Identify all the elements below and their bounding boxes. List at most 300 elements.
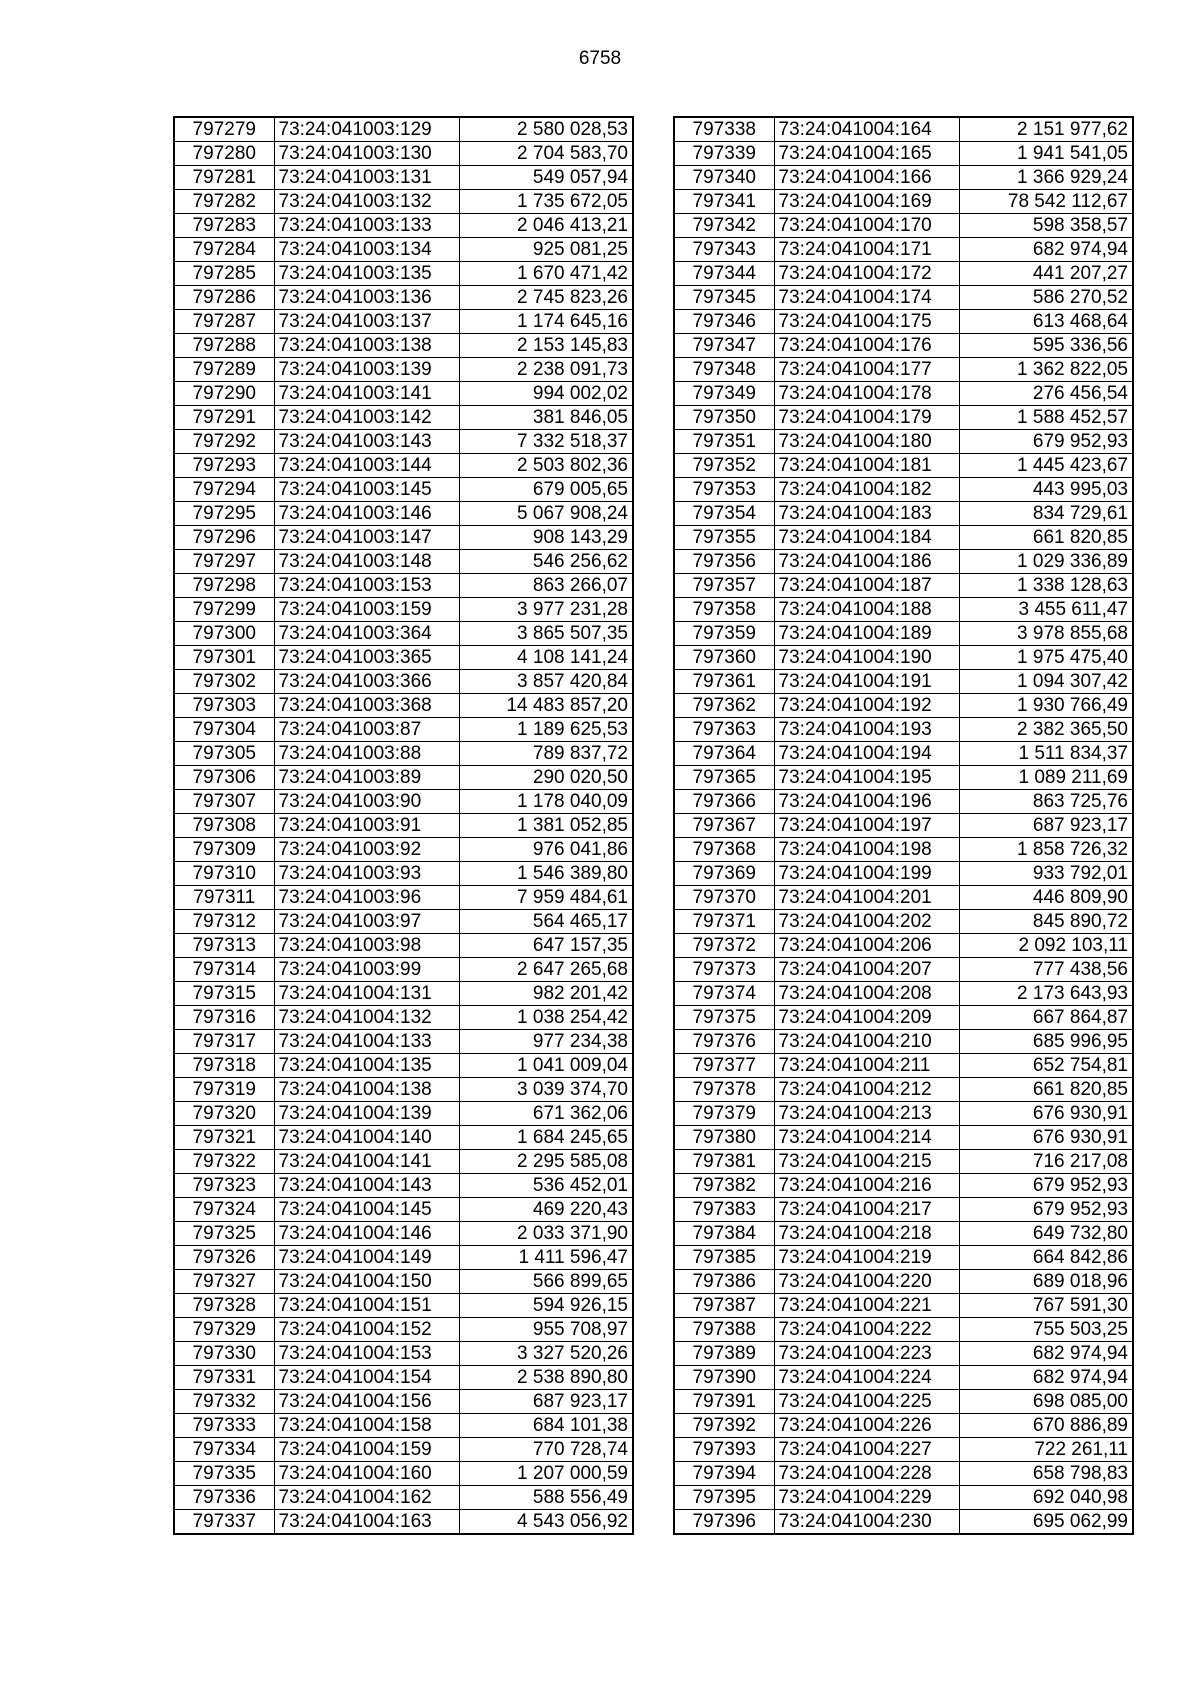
- cadastral-number-cell: 73:24:041003:92: [274, 838, 459, 862]
- cadastral-number-cell: 73:24:041003:89: [274, 766, 459, 790]
- cadastral-number-cell: 73:24:041004:184: [774, 526, 959, 550]
- table-row: [174, 958, 633, 982]
- cadastral-number-cell: 73:24:041004:133: [274, 1030, 459, 1054]
- table-row: [174, 670, 633, 694]
- cadastral-number-cell: 73:24:041004:213: [774, 1102, 959, 1126]
- row-number-cell: 797366: [674, 790, 774, 814]
- row-number-cell: 797293: [174, 454, 274, 478]
- row-number-cell: 797333: [174, 1414, 274, 1438]
- table-row: [174, 1486, 633, 1510]
- cadastral-number-cell: 73:24:041003:368: [274, 694, 459, 718]
- cadastral-number-cell: 73:24:041004:140: [274, 1126, 459, 1150]
- table-row: [674, 1486, 1133, 1510]
- cadastral-number-cell: 73:24:041003:138: [274, 334, 459, 358]
- row-number-cell: 797367: [674, 814, 774, 838]
- value-cell: 1 941 541,05: [959, 142, 1133, 166]
- row-number-cell: 797378: [674, 1078, 774, 1102]
- value-cell: 767 591,30: [959, 1294, 1133, 1318]
- cadastral-number-cell: 73:24:041004:226: [774, 1414, 959, 1438]
- table-row: [174, 718, 633, 742]
- cadastral-number-cell: 73:24:041003:88: [274, 742, 459, 766]
- row-number-cell: 797312: [174, 910, 274, 934]
- value-cell: 676 930,91: [959, 1126, 1133, 1150]
- cadastral-number-cell: 73:24:041004:139: [274, 1102, 459, 1126]
- value-cell: 595 336,56: [959, 334, 1133, 358]
- data-table-left: [173, 116, 634, 1535]
- cadastral-number-cell: 73:24:041003:97: [274, 910, 459, 934]
- row-number-cell: 797387: [674, 1294, 774, 1318]
- value-cell: 276 456,54: [959, 382, 1133, 406]
- row-number-cell: 797332: [174, 1390, 274, 1414]
- cadastral-number-cell: 73:24:041004:153: [274, 1342, 459, 1366]
- page-number: 6758: [578, 48, 622, 69]
- table-row: [674, 1150, 1133, 1174]
- table-row: [174, 1462, 633, 1486]
- cadastral-number-cell: 73:24:041004:228: [774, 1462, 959, 1486]
- table-row: [174, 574, 633, 598]
- cadastral-number-cell: 73:24:041004:207: [774, 958, 959, 982]
- cadastral-number-cell: 73:24:041004:227: [774, 1438, 959, 1462]
- table-row: [174, 1198, 633, 1222]
- table-row: [674, 1270, 1133, 1294]
- table-row: [174, 454, 633, 478]
- value-cell: 1 038 254,42: [459, 1006, 633, 1030]
- value-cell: 549 057,94: [459, 166, 633, 190]
- row-number-cell: 797279: [174, 117, 274, 142]
- cadastral-number-cell: 73:24:041004:150: [274, 1270, 459, 1294]
- cadastral-number-cell: 73:24:041004:220: [774, 1270, 959, 1294]
- table-row: [674, 382, 1133, 406]
- value-cell: 682 974,94: [959, 238, 1133, 262]
- table-row: [674, 478, 1133, 502]
- value-cell: 661 820,85: [959, 1078, 1133, 1102]
- value-cell: 3 977 231,28: [459, 598, 633, 622]
- row-number-cell: 797365: [674, 766, 774, 790]
- value-cell: 469 220,43: [459, 1198, 633, 1222]
- cadastral-number-cell: 73:24:041004:156: [274, 1390, 459, 1414]
- value-cell: 692 040,98: [959, 1486, 1133, 1510]
- row-number-cell: 797390: [674, 1366, 774, 1390]
- value-cell: 3 327 520,26: [459, 1342, 633, 1366]
- value-cell: 1 178 040,09: [459, 790, 633, 814]
- row-number-cell: 797349: [674, 382, 774, 406]
- value-cell: 1 588 452,57: [959, 406, 1133, 430]
- value-cell: 1 041 009,04: [459, 1054, 633, 1078]
- value-cell: 845 890,72: [959, 910, 1133, 934]
- table-row: [674, 1414, 1133, 1438]
- cadastral-number-cell: 73:24:041004:179: [774, 406, 959, 430]
- row-number-cell: 797282: [174, 190, 274, 214]
- table-row: [174, 742, 633, 766]
- value-cell: 2 046 413,21: [459, 214, 633, 238]
- cadastral-number-cell: 73:24:041004:223: [774, 1342, 959, 1366]
- cadastral-number-cell: 73:24:041004:215: [774, 1150, 959, 1174]
- row-number-cell: 797286: [174, 286, 274, 310]
- value-cell: 652 754,81: [959, 1054, 1133, 1078]
- cadastral-number-cell: 73:24:041004:218: [774, 1222, 959, 1246]
- cadastral-number-cell: 73:24:041003:159: [274, 598, 459, 622]
- row-number-cell: 797296: [174, 526, 274, 550]
- table-row: [174, 1366, 633, 1390]
- row-number-cell: 797358: [674, 598, 774, 622]
- table-row: [174, 286, 633, 310]
- table-row: [174, 1294, 633, 1318]
- cadastral-number-cell: 73:24:041004:170: [774, 214, 959, 238]
- value-cell: 1 858 726,32: [959, 838, 1133, 862]
- row-number-cell: 797280: [174, 142, 274, 166]
- cadastral-number-cell: 73:24:041004:180: [774, 430, 959, 454]
- table-row: [174, 550, 633, 574]
- table-row: [674, 742, 1133, 766]
- table-row: [674, 718, 1133, 742]
- table-row: [674, 286, 1133, 310]
- cadastral-number-cell: 73:24:041003:130: [274, 142, 459, 166]
- table-row: [674, 1078, 1133, 1102]
- value-cell: 1 094 307,42: [959, 670, 1133, 694]
- cadastral-number-cell: 73:24:041004:143: [274, 1174, 459, 1198]
- row-number-cell: 797351: [674, 430, 774, 454]
- table-row: [174, 526, 633, 550]
- table-row: [674, 574, 1133, 598]
- cadastral-number-cell: 73:24:041003:133: [274, 214, 459, 238]
- value-cell: 722 261,11: [959, 1438, 1133, 1462]
- cadastral-number-cell: 73:24:041003:87: [274, 718, 459, 742]
- table-row: [174, 1318, 633, 1342]
- cadastral-number-cell: 73:24:041004:198: [774, 838, 959, 862]
- cadastral-number-cell: 73:24:041004:212: [774, 1078, 959, 1102]
- row-number-cell: 797374: [674, 982, 774, 1006]
- table-row: [174, 838, 633, 862]
- table-row: [674, 502, 1133, 526]
- value-cell: 925 081,25: [459, 238, 633, 262]
- table-row: [174, 1510, 633, 1535]
- cadastral-number-cell: 73:24:041003:148: [274, 550, 459, 574]
- cadastral-number-cell: 73:24:041004:197: [774, 814, 959, 838]
- cadastral-number-cell: 73:24:041003:137: [274, 310, 459, 334]
- row-number-cell: 797360: [674, 646, 774, 670]
- table-row: [674, 1438, 1133, 1462]
- cadastral-number-cell: 73:24:041004:199: [774, 862, 959, 886]
- table-row: [174, 1390, 633, 1414]
- table-row: [674, 1510, 1133, 1535]
- cadastral-number-cell: 73:24:041004:217: [774, 1198, 959, 1222]
- value-cell: 834 729,61: [959, 502, 1133, 526]
- cadastral-number-cell: 73:24:041004:193: [774, 718, 959, 742]
- table-row: [174, 406, 633, 430]
- table-row: [174, 166, 633, 190]
- row-number-cell: 797323: [174, 1174, 274, 1198]
- row-number-cell: 797369: [674, 862, 774, 886]
- value-cell: 2 647 265,68: [459, 958, 633, 982]
- cadastral-number-cell: 73:24:041004:135: [274, 1054, 459, 1078]
- row-number-cell: 797342: [674, 214, 774, 238]
- cadastral-number-cell: 73:24:041004:214: [774, 1126, 959, 1150]
- row-number-cell: 797394: [674, 1462, 774, 1486]
- value-cell: 2 173 643,93: [959, 982, 1133, 1006]
- cadastral-number-cell: 73:24:041003:136: [274, 286, 459, 310]
- value-cell: 770 728,74: [459, 1438, 633, 1462]
- row-number-cell: 797299: [174, 598, 274, 622]
- value-cell: 670 886,89: [959, 1414, 1133, 1438]
- table-row: [674, 1390, 1133, 1414]
- value-cell: 1 174 645,16: [459, 310, 633, 334]
- cadastral-number-cell: 73:24:041004:145: [274, 1198, 459, 1222]
- cadastral-number-cell: 73:24:041004:169: [774, 190, 959, 214]
- value-cell: 4 108 141,24: [459, 646, 633, 670]
- table-row: [174, 1150, 633, 1174]
- value-cell: 933 792,01: [959, 862, 1133, 886]
- cadastral-number-cell: 73:24:041004:186: [774, 550, 959, 574]
- cadastral-number-cell: 73:24:041004:211: [774, 1054, 959, 1078]
- table-left-body: [174, 117, 633, 1534]
- cadastral-number-cell: 73:24:041004:154: [274, 1366, 459, 1390]
- row-number-cell: 797363: [674, 718, 774, 742]
- row-number-cell: 797314: [174, 958, 274, 982]
- cadastral-number-cell: 73:24:041004:164: [774, 117, 959, 142]
- row-number-cell: 797353: [674, 478, 774, 502]
- row-number-cell: 797292: [174, 430, 274, 454]
- row-number-cell: 797303: [174, 694, 274, 718]
- row-number-cell: 797377: [674, 1054, 774, 1078]
- table-row: [674, 1318, 1133, 1342]
- row-number-cell: 797316: [174, 1006, 274, 1030]
- value-cell: 679 005,65: [459, 478, 633, 502]
- cadastral-number-cell: 73:24:041004:162: [274, 1486, 459, 1510]
- value-cell: 14 483 857,20: [459, 694, 633, 718]
- value-cell: 789 837,72: [459, 742, 633, 766]
- cadastral-number-cell: 73:24:041004:192: [774, 694, 959, 718]
- value-cell: 2 033 371,90: [459, 1222, 633, 1246]
- table-row: [174, 1222, 633, 1246]
- row-number-cell: 797345: [674, 286, 774, 310]
- value-cell: 755 503,25: [959, 1318, 1133, 1342]
- value-cell: 671 362,06: [459, 1102, 633, 1126]
- cadastral-number-cell: 73:24:041004:230: [774, 1510, 959, 1535]
- row-number-cell: 797308: [174, 814, 274, 838]
- value-cell: 546 256,62: [459, 550, 633, 574]
- value-cell: 647 157,35: [459, 934, 633, 958]
- cadastral-number-cell: 73:24:041004:181: [774, 454, 959, 478]
- cadastral-number-cell: 73:24:041004:172: [774, 262, 959, 286]
- table-row: [674, 598, 1133, 622]
- row-number-cell: 797354: [674, 502, 774, 526]
- row-number-cell: 797319: [174, 1078, 274, 1102]
- row-number-cell: 797315: [174, 982, 274, 1006]
- cadastral-number-cell: 73:24:041004:159: [274, 1438, 459, 1462]
- cadastral-number-cell: 73:24:041004:131: [274, 982, 459, 1006]
- value-cell: 1 411 596,47: [459, 1246, 633, 1270]
- row-number-cell: 797307: [174, 790, 274, 814]
- cadastral-number-cell: 73:24:041004:187: [774, 574, 959, 598]
- value-cell: 2 745 823,26: [459, 286, 633, 310]
- cadastral-number-cell: 73:24:041004:222: [774, 1318, 959, 1342]
- row-number-cell: 797294: [174, 478, 274, 502]
- value-cell: 441 207,27: [959, 262, 1133, 286]
- row-number-cell: 797341: [674, 190, 774, 214]
- table-row: [674, 334, 1133, 358]
- value-cell: 667 864,87: [959, 1006, 1133, 1030]
- cadastral-number-cell: 73:24:041004:138: [274, 1078, 459, 1102]
- value-cell: 777 438,56: [959, 958, 1133, 982]
- table-row: [674, 214, 1133, 238]
- table-row: [674, 406, 1133, 430]
- row-number-cell: 797352: [674, 454, 774, 478]
- value-cell: 649 732,80: [959, 1222, 1133, 1246]
- value-cell: 687 923,17: [959, 814, 1133, 838]
- value-cell: 3 455 611,47: [959, 598, 1133, 622]
- table-row: [174, 766, 633, 790]
- table-row: [674, 430, 1133, 454]
- value-cell: 1 362 822,05: [959, 358, 1133, 382]
- table-row: [674, 622, 1133, 646]
- value-cell: 994 002,02: [459, 382, 633, 406]
- table-row: [174, 430, 633, 454]
- cadastral-number-cell: 73:24:041004:225: [774, 1390, 959, 1414]
- row-number-cell: 797368: [674, 838, 774, 862]
- row-number-cell: 797329: [174, 1318, 274, 1342]
- value-cell: 661 820,85: [959, 526, 1133, 550]
- table-row: [674, 166, 1133, 190]
- cadastral-number-cell: 73:24:041004:151: [274, 1294, 459, 1318]
- value-cell: 684 101,38: [459, 1414, 633, 1438]
- table-row: [674, 958, 1133, 982]
- table-row: [174, 1030, 633, 1054]
- row-number-cell: 797317: [174, 1030, 274, 1054]
- value-cell: 381 846,05: [459, 406, 633, 430]
- cadastral-number-cell: 73:24:041004:132: [274, 1006, 459, 1030]
- table-row: [674, 1246, 1133, 1270]
- row-number-cell: 797297: [174, 550, 274, 574]
- table-row: [674, 766, 1133, 790]
- value-cell: 908 143,29: [459, 526, 633, 550]
- row-number-cell: 797334: [174, 1438, 274, 1462]
- row-number-cell: 797385: [674, 1246, 774, 1270]
- value-cell: 982 201,42: [459, 982, 633, 1006]
- table-row: [174, 646, 633, 670]
- table-row: [674, 358, 1133, 382]
- row-number-cell: 797324: [174, 1198, 274, 1222]
- row-number-cell: 797348: [674, 358, 774, 382]
- cadastral-number-cell: 73:24:041004:189: [774, 622, 959, 646]
- value-cell: 2 153 145,83: [459, 334, 633, 358]
- row-number-cell: 797301: [174, 646, 274, 670]
- table-row: [174, 814, 633, 838]
- value-cell: 716 217,08: [959, 1150, 1133, 1174]
- row-number-cell: 797327: [174, 1270, 274, 1294]
- value-cell: 4 543 056,92: [459, 1510, 633, 1535]
- cadastral-number-cell: 73:24:041004:196: [774, 790, 959, 814]
- table-row: [674, 310, 1133, 334]
- cadastral-number-cell: 73:24:041004:221: [774, 1294, 959, 1318]
- value-cell: 1 511 834,37: [959, 742, 1133, 766]
- cadastral-number-cell: 73:24:041004:206: [774, 934, 959, 958]
- table-row: [174, 622, 633, 646]
- cadastral-number-cell: 73:24:041004:166: [774, 166, 959, 190]
- table-row: [674, 550, 1133, 574]
- row-number-cell: 797393: [674, 1438, 774, 1462]
- cadastral-number-cell: 73:24:041004:182: [774, 478, 959, 502]
- value-cell: 676 930,91: [959, 1102, 1133, 1126]
- table-row: [174, 262, 633, 286]
- value-cell: 3 857 420,84: [459, 670, 633, 694]
- value-cell: 3 865 507,35: [459, 622, 633, 646]
- row-number-cell: 797344: [674, 262, 774, 286]
- row-number-cell: 797362: [674, 694, 774, 718]
- row-number-cell: 797290: [174, 382, 274, 406]
- data-table-right: [673, 116, 1134, 1535]
- table-row: [174, 1342, 633, 1366]
- table-row: [674, 862, 1133, 886]
- cadastral-number-cell: 73:24:041003:145: [274, 478, 459, 502]
- cadastral-number-cell: 73:24:041004:152: [274, 1318, 459, 1342]
- row-number-cell: 797395: [674, 1486, 774, 1510]
- cadastral-number-cell: 73:24:041003:147: [274, 526, 459, 550]
- row-number-cell: 797285: [174, 262, 274, 286]
- value-cell: 598 358,57: [959, 214, 1133, 238]
- row-number-cell: 797309: [174, 838, 274, 862]
- table-row: [674, 1126, 1133, 1150]
- table-row: [674, 1294, 1133, 1318]
- table-row: [174, 1054, 633, 1078]
- row-number-cell: 797284: [174, 238, 274, 262]
- value-cell: 2 580 028,53: [459, 117, 633, 142]
- table-row: [674, 238, 1133, 262]
- cadastral-number-cell: 73:24:041004:201: [774, 886, 959, 910]
- row-number-cell: 797376: [674, 1030, 774, 1054]
- cadastral-number-cell: 73:24:041004:202: [774, 910, 959, 934]
- table-row: [174, 1270, 633, 1294]
- row-number-cell: 797388: [674, 1318, 774, 1342]
- row-number-cell: 797340: [674, 166, 774, 190]
- table-row: [174, 790, 633, 814]
- row-number-cell: 797346: [674, 310, 774, 334]
- row-number-cell: 797325: [174, 1222, 274, 1246]
- row-number-cell: 797373: [674, 958, 774, 982]
- value-cell: 977 234,38: [459, 1030, 633, 1054]
- row-number-cell: 797302: [174, 670, 274, 694]
- table-row: [674, 1462, 1133, 1486]
- row-number-cell: 797288: [174, 334, 274, 358]
- table-row: [174, 190, 633, 214]
- row-number-cell: 797383: [674, 1198, 774, 1222]
- value-cell: 689 018,96: [959, 1270, 1133, 1294]
- value-cell: 863 725,76: [959, 790, 1133, 814]
- value-cell: 687 923,17: [459, 1390, 633, 1414]
- value-cell: 1 930 766,49: [959, 694, 1133, 718]
- cadastral-number-cell: 73:24:041004:176: [774, 334, 959, 358]
- row-number-cell: 797311: [174, 886, 274, 910]
- row-number-cell: 797379: [674, 1102, 774, 1126]
- cadastral-number-cell: 73:24:041004:195: [774, 766, 959, 790]
- value-cell: 1 445 423,67: [959, 454, 1133, 478]
- table-right-body: [674, 117, 1133, 1534]
- table-row: [674, 1222, 1133, 1246]
- row-number-cell: 797326: [174, 1246, 274, 1270]
- table-row: [674, 1198, 1133, 1222]
- value-cell: 679 952,93: [959, 1198, 1133, 1222]
- cadastral-number-cell: 73:24:041004:146: [274, 1222, 459, 1246]
- row-number-cell: 797313: [174, 934, 274, 958]
- cadastral-number-cell: 73:24:041004:174: [774, 286, 959, 310]
- row-number-cell: 797331: [174, 1366, 274, 1390]
- value-cell: 7 332 518,37: [459, 430, 633, 454]
- row-number-cell: 797295: [174, 502, 274, 526]
- cadastral-number-cell: 73:24:041003:98: [274, 934, 459, 958]
- table-row: [674, 117, 1133, 142]
- cadastral-number-cell: 73:24:041003:93: [274, 862, 459, 886]
- value-cell: 566 899,65: [459, 1270, 633, 1294]
- value-cell: 976 041,86: [459, 838, 633, 862]
